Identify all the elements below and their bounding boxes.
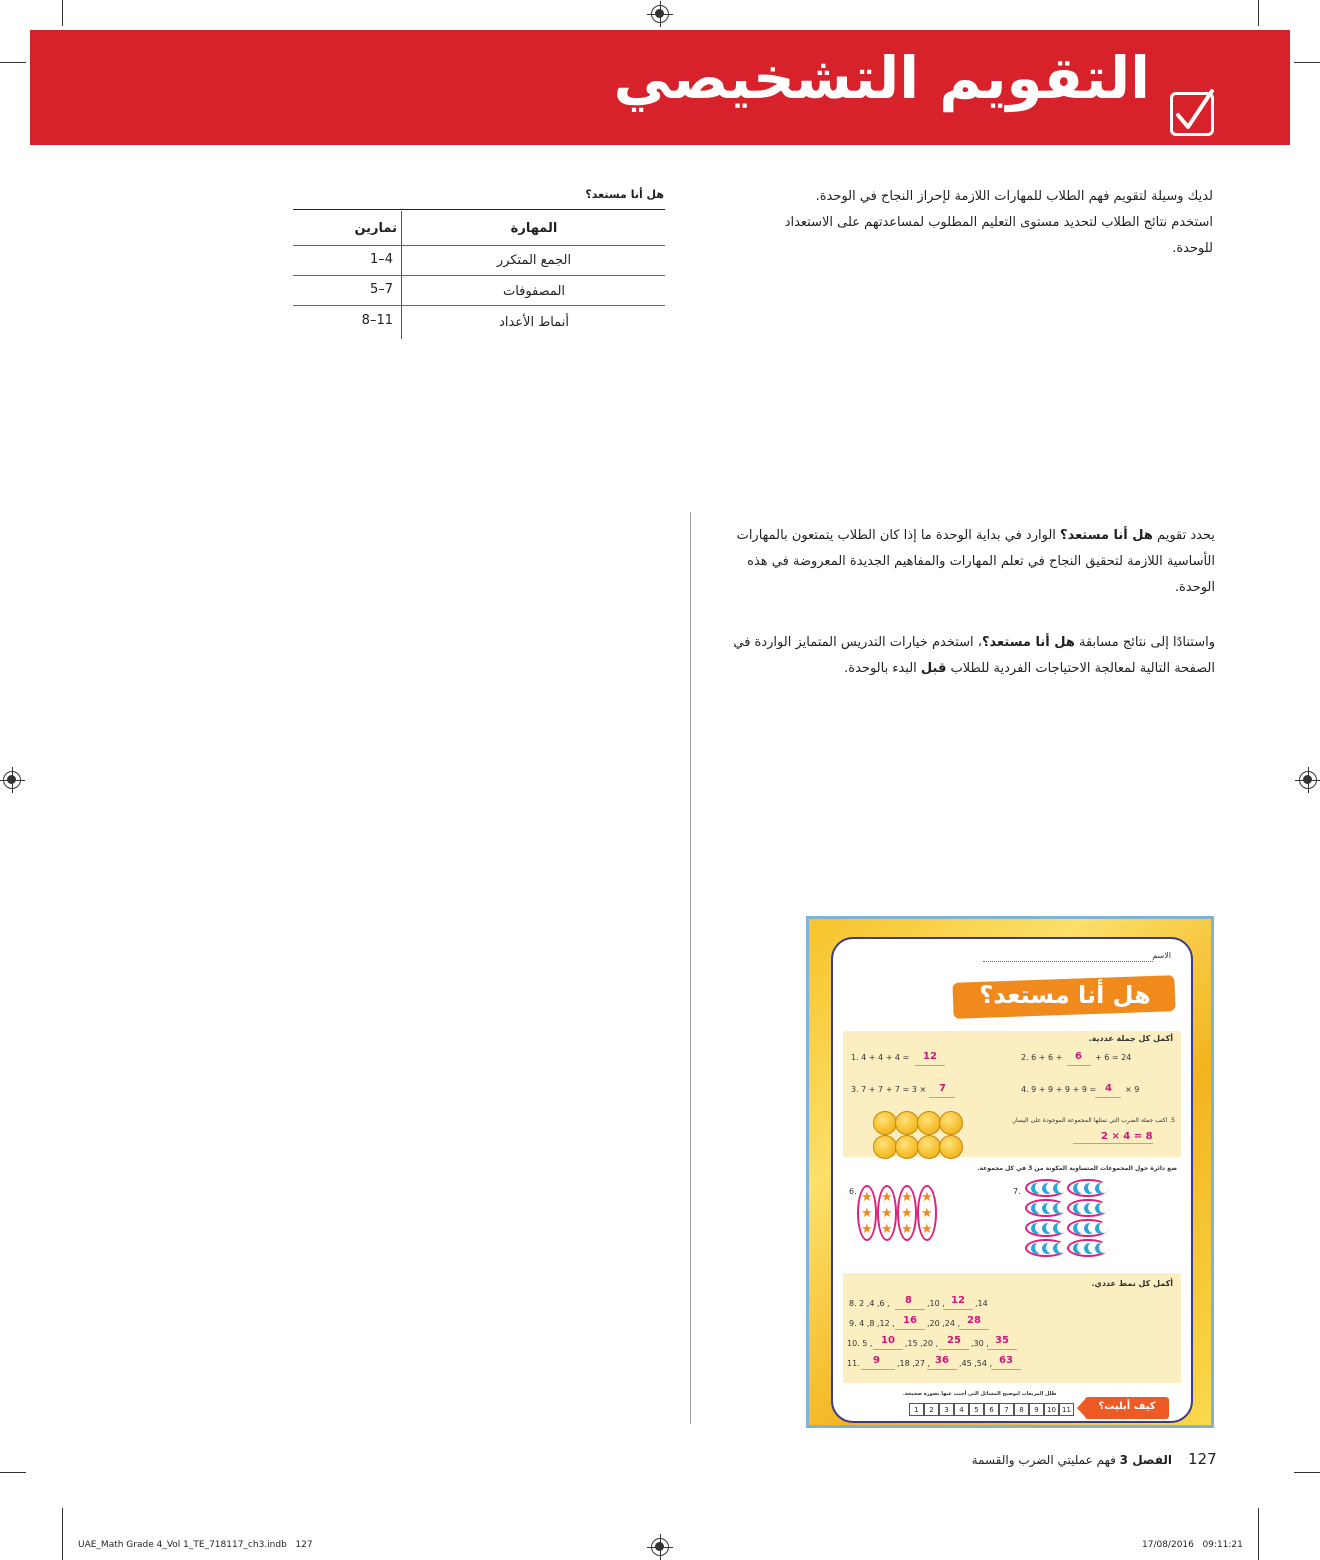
table-rule [293,275,665,276]
registration-mark-icon [3,771,21,789]
intro-line: استخدم نتائج الطلاب لتحديد مستوى التعليم المطلوب لمساعدتهم على الاستعداد [784,215,1213,230]
table-row-skill: الجمع المتكرر [496,253,572,268]
question-8-mid: ,10 , [927,1299,945,1308]
moon-icon [1095,1183,1106,1194]
answer-9a: 16 [903,1315,917,1326]
body-bold-text: هل أنا مستعد؟ [982,635,1075,650]
moon-icon [1042,1203,1053,1214]
body-paragraph-2 [725,630,1215,682]
readiness-table-heading: هل أنا مستعد؟ [585,188,664,201]
answer-line [1095,1097,1121,1098]
section-heading: أكمل كل جملة عددية. [1088,1034,1173,1043]
body-text: الوارد في بداية الوحدة ما إذا كان الطلاب يتمتعون بالمهارات [736,528,1061,543]
answer-line [895,1309,925,1310]
moon-icon [1073,1183,1084,1194]
checkmark-icon [1170,92,1214,136]
crop-mark [0,1472,26,1473]
crop-mark [1258,1508,1259,1560]
body-paragraph-1 [725,523,1215,601]
body-line [725,656,1215,682]
table-header-exercises: تمارين [354,221,397,236]
score-cell: 11 [1059,1403,1074,1416]
question-9-mid: ,20 ,24 , [927,1319,961,1328]
answer-line [861,1369,895,1370]
worksheet-title: هل أنا مستعد؟ [979,981,1151,1009]
moon-icon [1031,1223,1042,1234]
column-divider [690,512,691,1424]
question-4-pre: 4. 9 + 9 + 9 + 9 = [1021,1085,1097,1094]
score-cell: 9 [1029,1403,1044,1416]
question-2-pre: 2. 6 + 6 + [1021,1053,1063,1062]
page-title: التقويم التشخيصي [613,44,1150,112]
question-10: 10. 5 , [847,1339,873,1348]
answer-8b: 12 [951,1295,965,1306]
question-2-post: + 6 = 24 [1095,1053,1132,1062]
table-rule [293,245,665,246]
question-3: 3. 7 + 7 + 7 = 3 × [851,1085,927,1094]
table-rule [293,305,665,306]
table-row-skill: أنماط الأعداد [499,315,569,330]
question-11: 11. [847,1359,860,1368]
moon-icon [1053,1243,1064,1254]
body-line: الوحدة. [1174,580,1215,595]
registration-mark-icon [651,5,669,23]
answer-11c: 63 [999,1355,1013,1366]
answer-11b: 36 [935,1355,949,1366]
moon-icon [1084,1183,1095,1194]
table-row-exercises: 8–11 [361,313,393,328]
moon-icon [1053,1223,1064,1234]
star-icon: ★ [861,1190,873,1205]
question-11-mid: ,18 ,27 , [897,1359,931,1368]
question-8: 8. 2 ,4 ,6 , [849,1299,890,1308]
table-row-exercises: 1–4 [369,252,393,267]
moon-icon [1031,1203,1042,1214]
star-icon: ★ [861,1206,873,1221]
name-line [983,961,1153,962]
score-cell: 8 [1014,1403,1029,1416]
moon-icon [1053,1203,1064,1214]
answer-line [939,1349,969,1350]
score-instructions: ظلل المربعات لتوضيح المسائل التي أجبت عنها بصورة صحيحة. [903,1391,1057,1397]
star-icon: ★ [921,1190,933,1205]
moon-icon [1084,1243,1095,1254]
chapter-title: فهم عمليتي الضرب والقسمة [971,1453,1120,1467]
score-grid [909,1403,1074,1416]
answer-1: 12 [923,1051,937,1062]
answer-line [959,1329,989,1330]
worksheet-thumbnail [806,916,1214,1428]
answer-11a: 9 [873,1355,880,1366]
body-text: واستنادًا إلى نتائج مسابقة [1074,635,1215,650]
coin-icon [939,1135,963,1159]
moon-icon [1095,1243,1106,1254]
file-slug: UAE_Math Grade 4_Vol 1_TE_718117_ch3.indb 127 [78,1540,313,1550]
registration-mark-icon [1299,771,1317,789]
section-heading: أكمل كل نمط عددي. [1091,1279,1173,1288]
header-banner [30,30,1290,145]
question-10-mid: ,30 , [971,1339,989,1348]
question-4-post: × 9 [1125,1085,1140,1094]
section-band [843,1273,1181,1383]
moon-icon [1042,1223,1053,1234]
coin-icon [917,1111,941,1135]
moon-icon [1053,1183,1064,1194]
crop-mark [62,0,63,26]
star-icon: ★ [881,1190,893,1205]
body-text: يحدد تقويم [1152,528,1215,543]
chapter-label: الفصل 3 [1119,1453,1172,1467]
answer-9b: 28 [967,1315,981,1326]
answer-line [987,1349,1017,1350]
answer-line [895,1329,925,1330]
answer-line [1067,1065,1091,1066]
star-icon: ★ [901,1206,913,1221]
moon-icon [1042,1183,1053,1194]
answer-5: 2 × 4 = 8 [1101,1131,1153,1142]
score-cell: 10 [1044,1403,1059,1416]
answer-line [873,1349,903,1350]
table-row-exercises: 5–7 [369,282,393,297]
star-icon: ★ [901,1190,913,1205]
coin-icon [895,1135,919,1159]
question-5: 5. اكتب جملة الضرب التي تمثلها المجموعة الموجودة على اليسار. [1011,1117,1175,1124]
question-9: 9. 4 ,8 ,12 , [849,1319,895,1328]
score-cell: 6 [984,1403,999,1416]
score-cell: 5 [969,1403,984,1416]
question-6: 6. [849,1187,857,1196]
moon-icon [1073,1223,1084,1234]
star-icon: ★ [921,1222,933,1237]
answer-2: 6 [1075,1051,1082,1062]
chapter-footer [880,1453,1172,1467]
answer-line [915,1065,945,1066]
crop-mark [0,62,26,63]
crop-mark [62,1508,63,1560]
coin-icon [895,1111,919,1135]
table-row-skill: المصفوفات [502,284,566,299]
worksheet-name-label: الاسم [1152,951,1171,960]
moon-icon [1031,1183,1042,1194]
intro-paragraph [733,184,1213,262]
question-8-end: ,14 [975,1299,988,1308]
body-line: الأساسية اللازمة لتحقيق النجاح في تعلم المهارات والمفاهيم الجديدة المعروضة في هذه [747,554,1215,569]
moon-icon [1031,1243,1042,1254]
intro-line: للوحدة. [1172,241,1213,256]
coin-icon [873,1111,897,1135]
page-number: 127 [1188,1450,1217,1468]
answer-3: 7 [939,1083,946,1094]
crop-mark [1294,62,1320,63]
coin-icon [917,1135,941,1159]
body-bold-text: قبل [920,661,947,676]
moon-icon [1084,1223,1095,1234]
star-icon: ★ [901,1222,913,1237]
intro-line: لديك وسيلة لتقويم فهم الطلاب للمهارات اللازمة لإحراز النجاح في الوحدة. [815,189,1213,204]
question-11-mid: ,45 ,54 , [959,1359,993,1368]
answer-4: 4 [1105,1083,1112,1094]
table-top-rule [293,209,665,210]
how-did-i-do-label: كيف أبليت؟ [1098,1401,1156,1412]
score-cell: 2 [924,1403,939,1416]
answer-line [929,1097,955,1098]
answer-line [927,1369,957,1370]
crop-mark [1294,1472,1320,1473]
body-line [725,523,1215,549]
star-icon: ★ [921,1206,933,1221]
registration-mark-icon [651,1538,669,1556]
star-icon: ★ [861,1222,873,1237]
score-cell: 7 [999,1403,1014,1416]
star-icon: ★ [881,1222,893,1237]
coin-icon [939,1111,963,1135]
body-text: الصفحة التالية لمعالجة الاحتياجات الفردية للطلاب [946,661,1215,676]
moon-icon [1095,1203,1106,1214]
crop-mark [1258,0,1259,26]
coin-icon [873,1135,897,1159]
question-7: 7. [1013,1187,1021,1196]
moon-icon [1095,1223,1106,1234]
star-icon: ★ [881,1206,893,1221]
table-header-skill: المهارة [510,221,558,236]
score-cell: 1 [909,1403,924,1416]
answer-8a: 8 [905,1295,912,1306]
question-1: 1. 4 + 4 + 4 = [851,1053,910,1062]
worksheet-page [831,937,1193,1423]
score-cell: 4 [954,1403,969,1416]
answer-line [991,1369,1021,1370]
score-cell: 3 [939,1403,954,1416]
answer-10a: 10 [881,1335,895,1346]
body-text: البدء بالوحدة. [844,661,921,676]
moon-icon [1042,1243,1053,1254]
section-heading: ضع دائرة حول المجموعات المتساوية المكونة من 3 في كل مجموعة. [977,1165,1177,1172]
answer-line [1073,1143,1153,1144]
question-10-mid: ,15 ,20 , [905,1339,939,1348]
answer-line [943,1309,973,1310]
body-text: ، استخدم خيارات التدريس المتمايز الواردة في [733,635,982,650]
answer-10c: 35 [995,1335,1009,1346]
answer-10b: 25 [947,1335,961,1346]
moon-icon [1084,1203,1095,1214]
moon-icon [1073,1243,1084,1254]
date-slug: 17/08/2016 09:11:21 [1142,1540,1243,1550]
body-bold-text: هل أنا مستعد؟ [1060,528,1153,543]
body-line [725,630,1215,656]
moon-icon [1073,1203,1084,1214]
